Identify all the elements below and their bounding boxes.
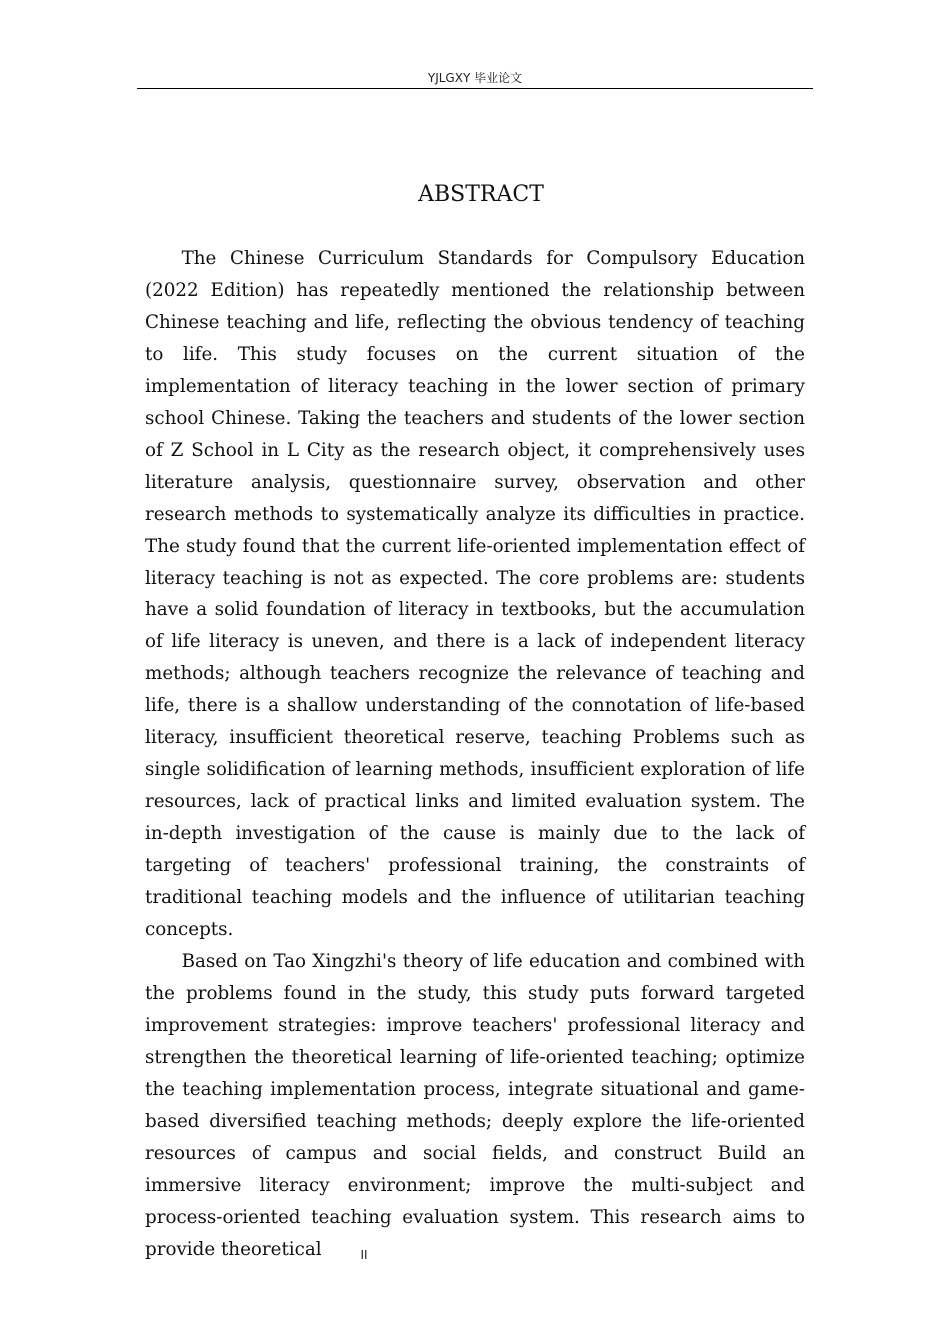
abstract-paragraph-2: Based on Tao Xingzhi's theory of life education and combined with the problems found in the study, this study puts forward targeted improvement strategies: improve teachers' professional literacy and strengthen the theoretical learning of life-oriented teaching; optimize the teaching implementation process, integrate situational and game-based diversified teaching methods; deeply explore the life-oriented resources of campus and social fields, and construct Build an immersive literacy environment; improve the multi-subject and process-oriented teaching evaluation system. This research aims to provide theoretical bbox=[145, 950, 805, 1260]
running-header: YJLGXY 毕业论文 bbox=[137, 68, 813, 89]
abstract-paragraph-1: The Chinese Curriculum Standards for Compulsory Education (2022 Edition) has repeatedly mentioned the relationship between Chinese teaching and life, reflecting the obvious tendency of teaching to life. This study focuses on the current situation of the implementation of literacy teaching in the lower section of primary school Chinese. Taking the teachers and students of the lower section of Z School in L City as the research object, it comprehensively uses literature analysis, questionnaire survey, observation and other research methods to systematically analyze its difficulties in practice. The study found that the current life-oriented implementation effect of literacy teaching is not as expected. The core problems are: students have a solid foundation of literacy in textbooks, but the accumulation of life literacy is uneven, and there is a lack of independent literacy methods; although teachers recognize the relevance of teaching and life, there is a shallow understanding of the connotation of life-based literacy, insufficient theoretical reserve, teaching Problems such as single solidification of learning methods, insufficient exploration of life resources, lack of practical links and limited evaluation system. The in-depth investigation of the cause is mainly due to the lack of targeting of teachers' professional training, the constraints of traditional teaching models and the influence of utilitarian teaching concepts. bbox=[145, 248, 805, 941]
abstract-title: ABSTRACT bbox=[418, 182, 544, 207]
page-number: II bbox=[360, 1248, 368, 1262]
abstract-body bbox=[145, 243, 805, 1266]
